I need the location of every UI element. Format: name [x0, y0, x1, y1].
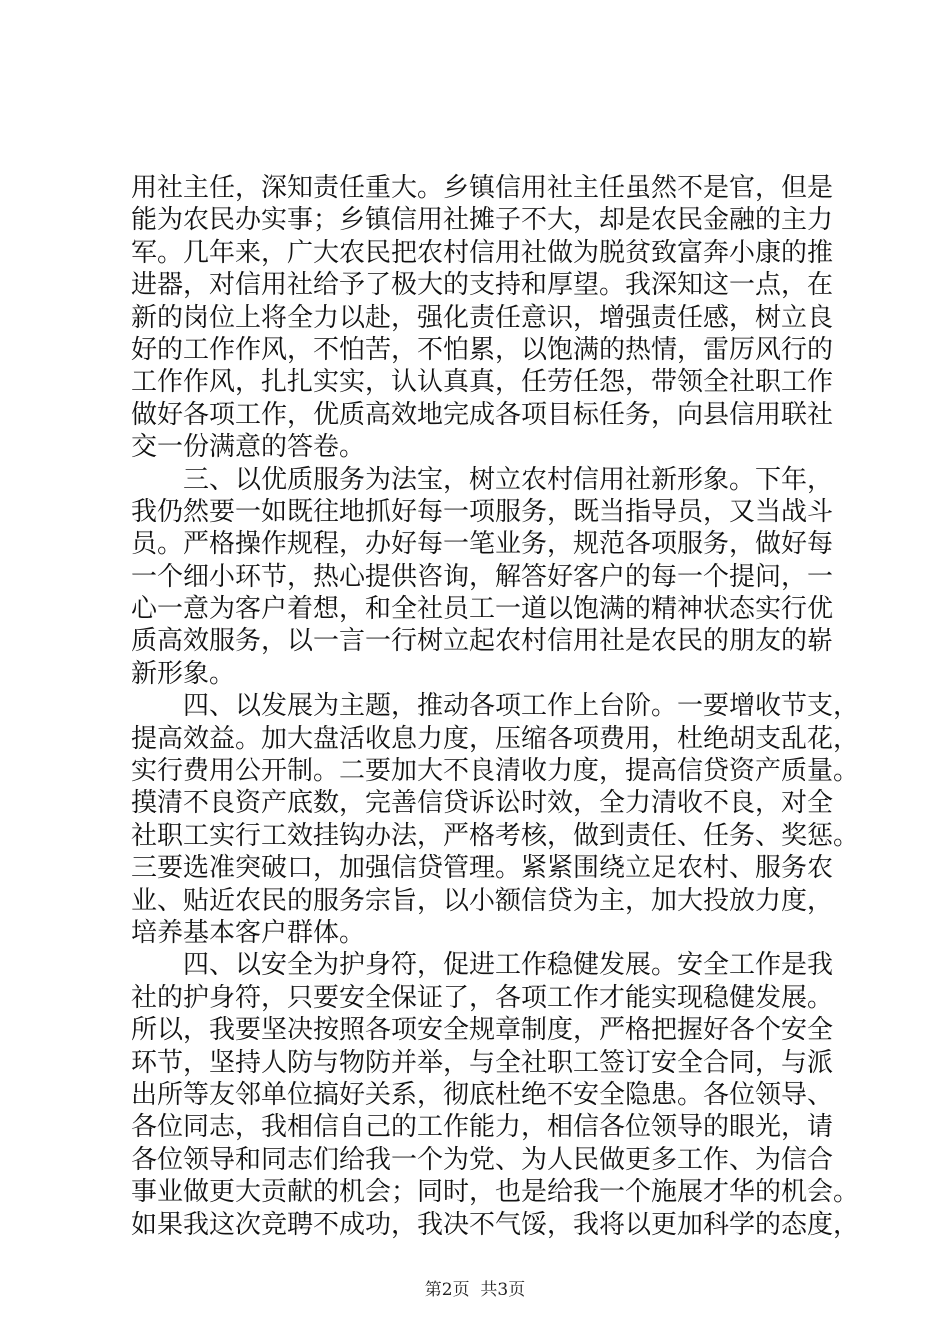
text-line: 实行费用公开制。二要加大不良清收力度，提高信贷资产质量。 — [131, 756, 860, 787]
text-line: 质高效服务，以一言一行树立起农村信用社是农民的朋友的崭 — [131, 626, 834, 657]
text-line: 好的工作作风，不怕苦，不怕累，以饱满的热情，雷厉风行的 — [131, 334, 834, 365]
text-line: 各位同志，我相信自己的工作能力，相信各位领导的眼光，请 — [131, 1112, 834, 1143]
text-line: 环节，坚持人防与物防并举，与全社职工签订安全合同，与派 — [131, 1047, 834, 1078]
text-line: 新形象。 — [131, 658, 236, 689]
page-number: 第2页 共3页 — [424, 1280, 526, 1300]
text-line: 交一份满意的答卷。 — [131, 432, 366, 463]
text-line: 进器，对信用社给予了极大的支持和厚望。我深知这一点，在 — [131, 270, 834, 301]
text-line: 各位领导和同志们给我一个为党、为人民做更多工作、为信合 — [131, 1144, 834, 1175]
text-line: 所以，我要坚决按照各项安全规章制度，严格把握好各个安全 — [131, 1015, 834, 1046]
text-line: 心一意为客户着想，和全社员工一道以饱满的精神状态实行优 — [131, 594, 834, 625]
text-line: 摸清不良资产底数，完善信贷诉讼时效，全力清收不良，对全 — [131, 788, 834, 819]
text-line: 四、以发展为主题，推动各项工作上台阶。一要增收节支， — [131, 691, 860, 722]
text-line: 我仍然要一如既往地抓好每一项服务，既当指导员，又当战斗 — [131, 496, 834, 527]
page-footer — [0, 1275, 950, 1300]
text-line: 提高效益。加大盘活收息力度，压缩各项费用，杜绝胡支乱花， — [131, 723, 860, 754]
text-line: 员。严格操作规程，办好每一笔业务，规范各项服务，做好每 — [131, 529, 834, 560]
text-line: 工作作风，扎扎实实，认认真真，任劳任怨，带领全社职工作 — [131, 367, 834, 398]
text-line: 业、贴近农民的服务宗旨，以小额信贷为主，加大投放力度， — [131, 885, 834, 916]
text-line: 社职工实行工效挂钩办法，严格考核，做到责任、任务、奖惩。 — [131, 820, 860, 851]
text-line: 如果我这次竞聘不成功，我决不气馁，我将以更加科学的态度， — [131, 1209, 860, 1240]
text-line: 用社主任，深知责任重大。乡镇信用社主任虽然不是官，但是 — [131, 173, 834, 203]
text-line: 出所等友邻单位搞好关系，彻底杜绝不安全隐患。各位领导、 — [131, 1079, 834, 1110]
text-line: 军。几年来，广大农民把农村信用社做为脱贫致富奔小康的推 — [131, 237, 834, 268]
text-line: 新的岗位上将全力以赴，强化责任意识，增强责任感，树立良 — [131, 302, 834, 333]
text-line: 事业做更大贡献的机会；同时，也是给我一个施展才华的机会。 — [131, 1177, 860, 1208]
text-line: 培养基本客户群体。 — [131, 917, 366, 948]
text-line: 四、以安全为护身符，促进工作稳健发展。安全工作是我 — [131, 950, 834, 981]
text-line: 能为农民办实事；乡镇信用社摊子不大，却是农民金融的主力 — [131, 205, 834, 236]
text-line: 三、以优质服务为法宝，树立农村信用社新形象。下年， — [131, 464, 834, 495]
text-line: 一个细小环节，热心提供咨询，解答好客户的每一个提问，一 — [131, 561, 834, 592]
text-line: 三要选准突破口，加强信贷管理。紧紧围绕立足农村、服务农 — [131, 853, 834, 884]
text-line: 做好各项工作，优质高效地完成各项目标任务，向县信用联社 — [131, 399, 834, 430]
document-body — [131, 172, 860, 1241]
text-line: 社的护身符，只要安全保证了，各项工作才能实现稳健发展。 — [131, 982, 834, 1013]
